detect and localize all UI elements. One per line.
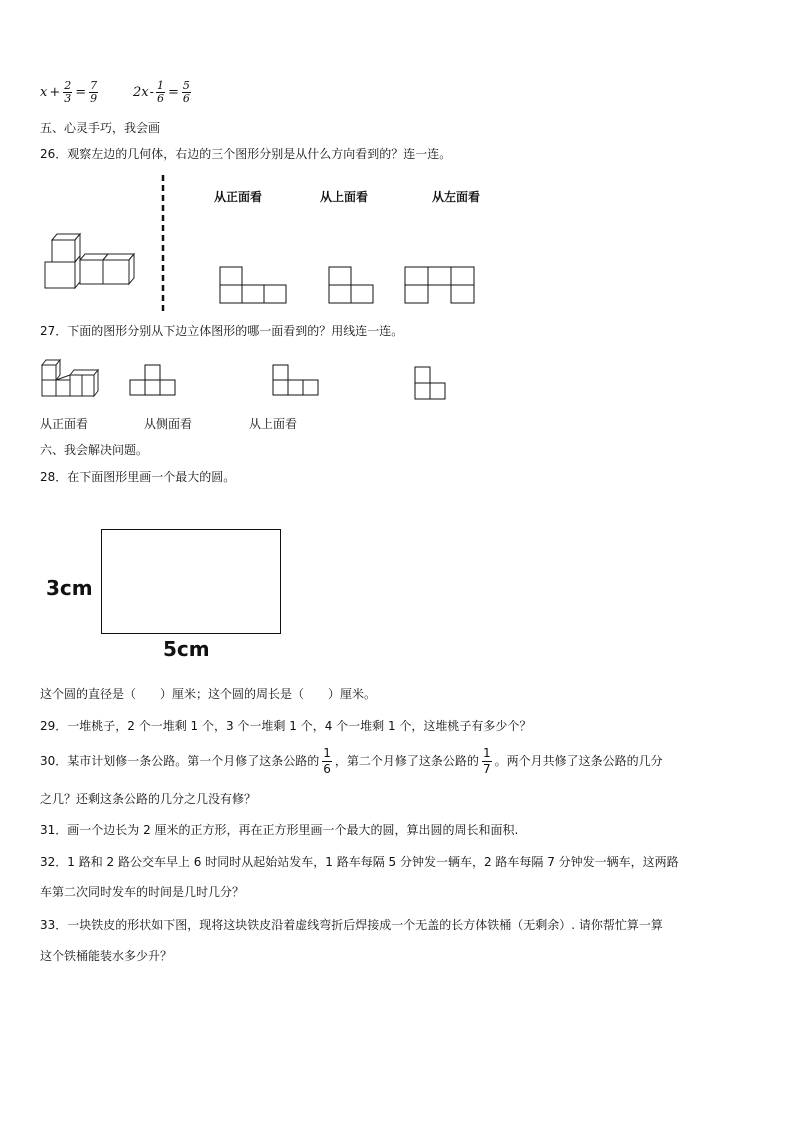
q28-height-label: 3cm: [46, 576, 93, 600]
q32-line-1: 32．1 路和 2 路公交车早上 6 时同时从起始站发车，1 路车每隔 5 分钟发一辆车，2 路车每隔 7 分钟发一辆车，这两路: [40, 855, 679, 869]
section-5-title: 五、心灵手巧，我会画: [40, 121, 161, 135]
q28-rectangle: [101, 529, 281, 634]
q26-label-front: 从正面看: [214, 190, 263, 204]
q26-view-3: [404, 266, 476, 304]
eq2-rhs-fraction: [182, 80, 191, 105]
eq1-rhs-den: 9: [90, 92, 98, 105]
q26-dashed-divider: [160, 175, 166, 315]
equation-1: [40, 80, 99, 105]
q28-text: 28．在下面图形里画一个最大的圆。: [40, 470, 236, 484]
q29-text: 29．一堆桃子，2 个一堆剩 1 个，3 个一堆剩 1 个，4 个一堆剩 1 个，这堆桃子有多少个？: [40, 719, 532, 733]
q27-view-1: [129, 364, 177, 398]
q30-frac1-den: 6: [323, 761, 331, 776]
eq2-rhs-num: 5: [182, 79, 190, 92]
q27-text: 27．下面的图形分别从下边立体图形的哪一面看到的？用线连一连。: [40, 324, 404, 338]
q30-line-1: [40, 744, 663, 778]
q27-label-side: 从侧面看: [144, 417, 193, 431]
q33-line-1: 33．一块铁皮的形状如下图，现将这块铁皮沿着虚线弯折后焊接成一个无盖的长方体铁桶（无剩余）. 请你帮忙算一算: [40, 918, 663, 932]
q27-label-front: 从正面看: [40, 417, 89, 431]
q27-view-2: [272, 364, 320, 398]
section-6-title: 六、我会解决问题。: [40, 443, 149, 457]
q30-line-2: 之几？还剩这条公路的几分之几没有修？: [40, 792, 257, 806]
q28-width-label: 5cm: [163, 637, 210, 661]
q30-part-3: 。两个月共修了这条公路的几分: [494, 754, 663, 768]
eq2-fraction: [156, 80, 165, 105]
eq2-var: 2x: [133, 85, 149, 100]
q31-text: 31．画一个边长为 2 厘米的正方形，再在正方形里画一个最大的圆，算出圆的周长和面积.: [40, 823, 519, 837]
eq1-frac-den: 3: [64, 92, 72, 105]
q30-frac1-num: 1: [323, 745, 331, 760]
q26-label-left: 从左面看: [432, 190, 481, 204]
q27-view-3: [414, 366, 448, 402]
q30-fraction-1: [322, 746, 332, 777]
eq1-fraction: [63, 80, 72, 105]
q26-view-2: [328, 266, 378, 304]
q26-view-1: [219, 266, 289, 304]
eq2-frac-num: 1: [157, 79, 165, 92]
eq1-frac-num: 2: [64, 79, 72, 92]
q26-label-top: 从上面看: [320, 190, 369, 204]
q28-answer-line: 这个圆的直径是（ ）厘米；这个圆的周长是（ ）厘米。: [40, 687, 377, 701]
eq2-equals: =: [168, 85, 179, 100]
q26-text: 26．观察左边的几何体，右边的三个图形分别是从什么方向看到的？连一连。: [40, 147, 452, 161]
eq1-equals: =: [75, 85, 87, 100]
q32-line-2: 车第二次同时发车的时间是几时几分？: [40, 885, 245, 899]
q30-frac2-num: 1: [482, 745, 491, 760]
eq1-op: +: [49, 85, 61, 100]
q27-solid-figure: [40, 357, 102, 399]
q26-solid-figure: [42, 232, 138, 292]
q30-fraction-2: [482, 746, 492, 777]
eq1-rhs-fraction: [89, 80, 98, 105]
eq1-rhs-num: 7: [90, 79, 98, 92]
q27-label-top: 从上面看: [249, 417, 298, 431]
eq2-op: -: [149, 85, 155, 100]
q30-part-1: 30．某市计划修一条公路。第一个月修了这条公路的: [40, 754, 320, 768]
eq1-var: x: [40, 85, 48, 100]
q30-frac2-den: 7: [482, 761, 491, 776]
equation-2: [133, 80, 192, 105]
q33-line-2: 这个铁桶能装水多少升？: [40, 949, 173, 963]
eq2-frac-den: 6: [157, 92, 165, 105]
q30-part-2: ，第二个月修了这条公路的: [334, 754, 479, 768]
eq2-rhs-den: 6: [182, 92, 190, 105]
